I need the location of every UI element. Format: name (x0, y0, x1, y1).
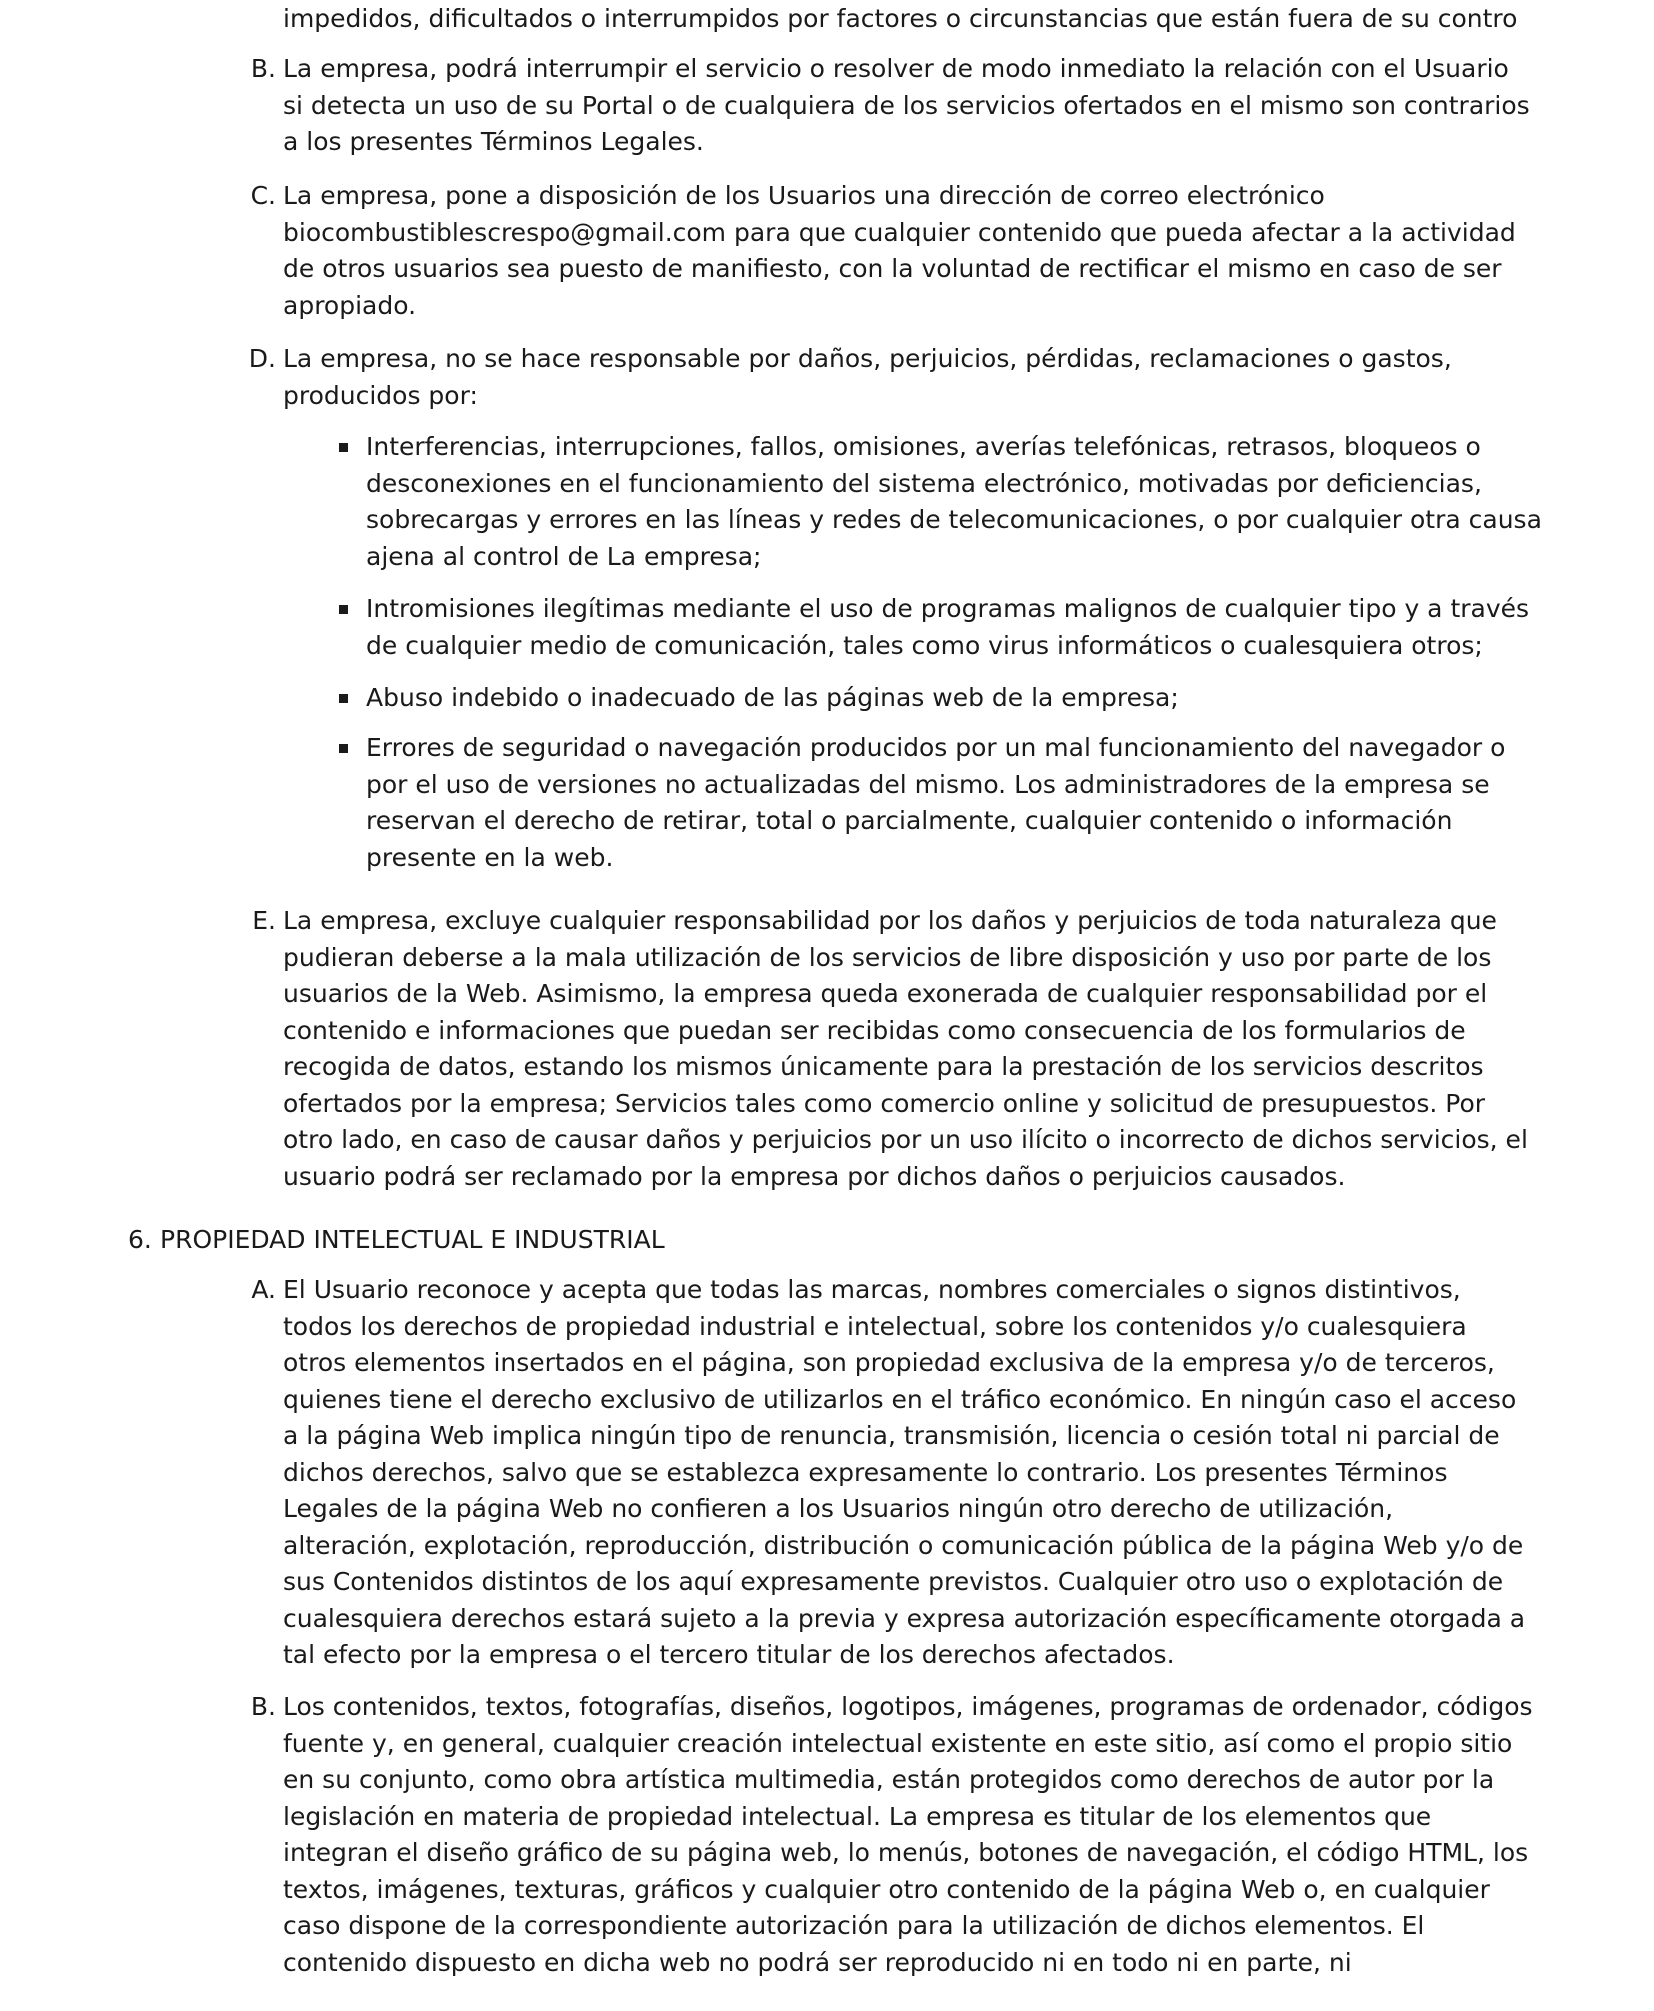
list-item-text: La empresa, no se hace responsable por daños, perjuicios, pérdidas, reclamaciones o gastos, producidos por: (283, 344, 1452, 410)
list-marker: A. (251, 1275, 276, 1304)
square-bullet-icon (339, 744, 348, 753)
list-item-c (250, 178, 1533, 324)
list-item-text: El Usuario reconoce y acepta que todas las marcas, nombres comerciales o signos distintivos, todos los derechos de propiedad industrial e intelectual, sobre los contenidos y/o cualesquiera otros elementos insertados en el página, son propiedad exclusiva de la empresa y/o de terceros, quienes tiene el derecho exclusivo de utilizarlos en el tráfico económico. En ningún caso el acceso a la página Web implica ningún tipo de renuncia, transmisión, licencia o cesión total ni parcial de dichos derechos, salvo que se establezca expresamente lo contrario. Los presentes Términos Legales de la página Web no confieren a los Usuarios ningún otro derecho de utilización, alteración, explotación, reproducción, distribución o comunicación pública de la página Web y/o de sus Contenidos distintos de los aquí expresamente previstos. Cualquier otro uso o explotación de cualesquiera derechos estará sujeto a la previa y expresa autorización específicamente otorgada a tal efecto por la empresa o el tercero titular de los derechos afectados. (283, 1275, 1526, 1669)
list-item-b (250, 51, 1533, 161)
bullet-item (366, 680, 1546, 717)
list-marker: B. (250, 54, 276, 83)
list-item-e (252, 903, 1533, 1195)
bullet-item (366, 429, 1546, 575)
bullet-item (366, 591, 1546, 664)
list-item-text: La empresa, pone a disposición de los Usuarios una dirección de correo electrónico biocombustiblescrespo@gmail.com para que cualquier contenido que pueda afectar a la actividad de otros usuarios sea puesto de manifiesto, con la voluntad de rectificar el mismo en caso de ser apropiado. (283, 181, 1516, 320)
square-bullet-icon (339, 694, 348, 703)
list-marker: C. (250, 181, 276, 210)
list-item-text: Los contenidos, textos, fotografías, diseños, logotipos, imágenes, programas de ordenador, códigos fuente y, en general, cualquier creación intelectual existente en este sitio, así como el propio sitio en su conjunto, como obra artística multimedia, están protegidos como derechos de autor por la legislación en materia de propiedad intelectual. La empresa es titular de los elementos que integran el diseño gráfico de su página web, lo menús, botones de navegación, el código HTML, los textos, imágenes, texturas, gráficos y cualquier otro contenido de la página Web o, en cualquier caso dispone de la correspondiente autorización para la utilización de dichos elementos. El contenido dispuesto en dicha web no podrá ser reproducido ni en todo ni en parte, ni (283, 1692, 1533, 1977)
bullet-text: Interferencias, interrupciones, fallos, omisiones, averías telefónicas, retrasos, bloqueos o desconexiones en el funcionamiento del sistema electrónico, motivadas por deficiencias, sobrecargas y errores en las líneas y redes de telecomunicaciones, o por cualquier otra causa ajena al control de La empresa; (366, 432, 1542, 571)
list-marker: D. (248, 344, 276, 373)
bullet-item (366, 730, 1546, 876)
list-item-d (248, 341, 1533, 414)
section-title: PROPIEDAD INTELECTUAL E INDUSTRIAL (160, 1225, 665, 1254)
section-heading (128, 1222, 665, 1259)
list-item-text: La empresa, excluye cualquier responsabilidad por los daños y perjuicios de toda naturaleza que pudieran deberse a la mala utilización de los servicios de libre disposición y uso por parte de los usuarios de la Web. Asimismo, la empresa queda exonerada de cualquier responsabilidad por el contenido e informaciones que puedan ser recibidas como consecuencia de los formularios de recogida de datos, estando los mismos únicamente para la prestación de los servicios descritos ofertados por la empresa; Servicios tales como comercio online y solicitud de presupuestos. Por otro lado, en caso de causar daños y perjuicios por un uso ilícito o incorrecto de dichos servicios, el usuario podrá ser reclamado por la empresa por dichos daños o perjuicios causados. (283, 906, 1528, 1191)
section-6-item-b (250, 1689, 1533, 1981)
list-marker: E. (252, 906, 276, 935)
section-number: 6. (128, 1225, 152, 1254)
square-bullet-icon (339, 605, 348, 614)
bullet-text: Errores de seguridad o navegación producidos por un mal funcionamiento del navegador o por el uso de versiones no actualizadas del mismo. Los administradores de la empresa se reservan el derecho de retirar, total o parcialmente, cualquier contenido o información presente en la web. (366, 733, 1506, 872)
list-marker: B. (250, 1692, 276, 1721)
square-bullet-icon (339, 443, 348, 452)
list-item-text: La empresa, podrá interrumpir el servicio o resolver de modo inmediato la relación con el Usuario si detecta un uso de su Portal o de cualquiera de los servicios ofertados en el mismo son contrarios a los presentes Términos Legales. (283, 54, 1530, 156)
section-6-item-a (251, 1272, 1533, 1674)
bullet-text: Intromisiones ilegítimas mediante el uso de programas malignos de cualquier tipo y a través de cualquier medio de comunicación, tales como virus informáticos o cualesquiera otros; (366, 594, 1530, 660)
continuation-line: impedidos, dificultados o interrumpidos por factores o circunstancias que están fuera de su contro (283, 4, 1518, 33)
bullet-text: Abuso indebido o inadecuado de las páginas web de la empresa; (366, 683, 1179, 712)
